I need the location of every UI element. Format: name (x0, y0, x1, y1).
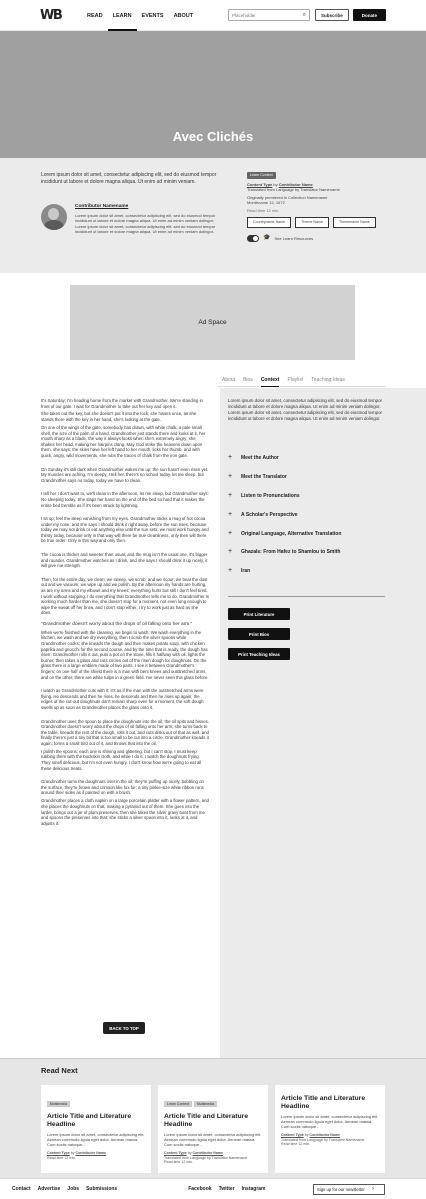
article-paragraph: I tell her I don't want to, we'll clean in the afternoon, let me sleep, but Grandmother says: No sleeping today. She slaps her hand on the end of the bed so hard that it makes the entire bed tremble as if it's been struck by lightning. (41, 491, 209, 508)
contributor-link[interactable]: Contributor Name (278, 182, 313, 187)
search-box (228, 9, 310, 21)
context-sidebar (220, 388, 426, 1058)
print-teaching-ideas-button[interactable]: Print Teaching Ideas (228, 648, 290, 660)
premiere-date: Monthname 12, 1672 (247, 200, 285, 205)
card-meta: Content Type by Contributor Name Read time 12 min. (47, 1151, 107, 1160)
print-bios-button[interactable]: Print Bios (228, 628, 290, 640)
read-next-card[interactable] (275, 1085, 385, 1173)
contributor-name-link[interactable]: Contributor Namename (75, 204, 129, 209)
card-title[interactable]: Article Title and Literature Headline (281, 1095, 366, 1110)
article-body (41, 398, 209, 829)
plus-icon: + (228, 530, 233, 537)
back-to-top-button[interactable]: BACK TO TOP (103, 1022, 145, 1034)
accordion-original-language[interactable]: + Original Language, Alternative Translation (228, 530, 342, 537)
graduation-cap-icon: 🎓 (263, 235, 271, 241)
card-meta: Content Type by Contributor Name Translated from Language by Translator Namename Read time 12 min. (281, 1133, 365, 1147)
footer-submissions-link[interactable]: Submissions (86, 1186, 118, 1192)
card-excerpt: Lorem ipsum dolor sit amet, consectetur adipiscing elit. Aenean commodo ligula eget dolor. Aenean massa. Cum sociis natoque... (47, 1132, 145, 1147)
article-paragraph: The cocoa is thicker and sweeter than usual, and the mug isn't the usual one, it's bigger and rounder. Grandmother watches as I drink, and she says I should drink it up nicely, it will give me strength. (41, 552, 208, 569)
footer-advertise-link[interactable]: Advertise (37, 1186, 61, 1192)
site-logo[interactable]: WB (40, 7, 62, 23)
by-label: by (273, 182, 278, 187)
nav-events[interactable]: EVENTS (141, 12, 164, 19)
print-literature-button[interactable]: Print Literature (228, 608, 290, 620)
sidebar-tabs (218, 374, 386, 387)
nav-read[interactable]: READ (87, 12, 103, 19)
article-paragraph: On one of the wings of the gate, somebody has drawn, with white chalk, a pale small shell, the size of the palm of a hand. Grandmother just stands there and looks at it, her mouth sharp as a blade, the way it always looks when she's extremely angry; she shakes her head, making her hairpins clang. May God strike the heavens down upon them, she says; the skies have her left hand to her mouth, licks her thumb, and with quick, angry, wild movements, she rubs the traces of chalk from the iron gate. (41, 424, 206, 458)
footer-twitter-link[interactable]: Twitter (218, 1186, 235, 1192)
plus-icon: + (228, 511, 233, 518)
content-type-link[interactable]: Content Type (247, 182, 273, 187)
context-text: Lorem ipsum dolor sit amet, consectetur adipiscing elit, sed do eiusmod tempor incididunt ut labore et dolore magna aliqua. Ut enim ad minim veniam dolingor. Lorem ipsum dolor sit amet, consectetur adipiscing elit, sed do eiusmod tempor incididunt ut labore et dolore magna aliqua. Ut enim ad minim veniam dolingor. (228, 398, 382, 421)
arrow-right-icon[interactable]: › (372, 1186, 374, 1192)
site-footer (0, 1178, 426, 1199)
card-excerpt: Lorem ipsum dolor sit amet, consectetur adipiscing elit. Aenean commodo ligula eget dolor. Aenean massa. Cum sociis natoque... (164, 1132, 262, 1147)
plus-icon: + (228, 473, 233, 480)
article-paragraph: Grandmother places a cloth napkin on a large porcelain platter with a flower pattern, and she places the doughnuts on that, making a pyramid out of them. She goes into the larder, brings out a jar of plum preserves, then she takes the silver gravy boat from me and spoons the preserves into that; she sticks a silver spoon into it, looks at it, and adjusts it. (41, 798, 209, 826)
originally-line: Originally premiered in Collection Namename (247, 195, 328, 200)
sidebar-divider (228, 596, 385, 597)
card-badge: Multimedia (194, 1101, 217, 1107)
tab-playlist[interactable]: Playlist (287, 377, 304, 383)
read-next-card[interactable] (41, 1085, 151, 1173)
hero-banner (0, 31, 426, 158)
article-paragraph: Grandmother uses the spoon to place the doughnuts into the oil; the oil spits and hisses. Grandmother doesn't worry about the drops of oil falling onto her arm; she turns back to the table, kneads the rest of the dough, rolls it out, and cuts disks out of that as well, and finally there's just a tiny bit that is too small to be cut into a circle. Grandmother kneads it again, forms a small bird out of it, and throws that into the oil. (41, 718, 209, 746)
accordion-meet-author[interactable]: + Meet the Author (228, 454, 279, 461)
ad-space (70, 285, 355, 360)
plus-icon: + (228, 492, 233, 499)
tag-row (247, 217, 387, 228)
card-excerpt: Lorem ipsum dolor sit amet, consectetur adipiscing elit. Aenean commodo ligula eget dolor. Aenean massa. Cum sociis natoque... (281, 1114, 379, 1129)
tab-bios[interactable]: Bios (243, 377, 253, 383)
newsletter-label: Sign up for our newsletter (317, 1186, 365, 1192)
donate-button[interactable]: Donate (353, 9, 386, 21)
tag-theme[interactable]: Theme Name (295, 217, 329, 228)
plus-icon: + (228, 454, 233, 461)
subscribe-button[interactable]: Subscribe (315, 9, 349, 21)
search-icon[interactable]: ⌕ (302, 11, 306, 18)
plus-icon: + (228, 548, 233, 555)
intro-text: Lorem ipsum dolor sit amet, consectetur adipiscing elit, sed do eiusmod tempor incididunt ut labore et dolore magna aliqua. Ut enim ad minim veniam. (41, 172, 217, 185)
read-next-card[interactable] (158, 1085, 268, 1173)
accordion-ghazals[interactable]: + Ghazals: From Hafez to Shamlou to Smith (228, 548, 341, 555)
tab-context[interactable]: Context (261, 374, 280, 387)
learn-resources-toggle[interactable] (247, 235, 259, 242)
toggle-label: See Learn Resources (274, 236, 314, 241)
tag-country[interactable]: Countryname Name (247, 217, 291, 228)
newsletter-signup-input[interactable] (313, 1184, 385, 1195)
read-time: Read time 12 min. (247, 208, 280, 213)
read-next-heading: Read Next (41, 1066, 78, 1075)
plus-icon: + (228, 567, 233, 574)
tab-teaching-ideas[interactable]: Teaching Ideas (311, 377, 345, 383)
translated-line: Translated from Language by Translator Namename (247, 187, 340, 192)
tab-about[interactable]: About (222, 377, 236, 383)
nav-about[interactable]: ABOUT (173, 12, 194, 19)
article-paragraph: Then, for the entire day, we clean, we sweep, we scrub, and we scour; we beat the dust out and we vacuum; we wipe up and we polish. By the afternoon my hands are hurting, as are my arms and my elbows and my knees; everything hurts but still I don't feel tired, I work without stopping, I do everything that Grandmother tells me to do. Grandmother is working much harder than me, she doesn't stop for a moment, not even long enough to wipe the sweat off her brow, and I don't stop either, I try to work just as hard as she does. (41, 576, 209, 616)
pull-quote: "Grandmother doesn't worry about the drops of oil falling onto her arm." (41, 622, 193, 627)
article-paragraph: On Sunday it's still dark when Grandmother wakes me up; the sun hasn't even risen yet. My muscles are aching, I'm sleepy, I tell her, there's no school today, let me sleep, but Grandmother says no today, today we have to clean. (41, 466, 209, 483)
article-paragraph: I watch as Grandmother cuts with it; it's as if the man with the outstretched arms were flying. He descends and then he rises, he descends and then he rises up again; the edges of the cut-out doughnuts don't remain sharp even for a moment, the soft dough swells up as soon as Grandmother places the glass onto it. (41, 688, 204, 711)
tag-themename[interactable]: Themename Name (333, 217, 376, 228)
article-details (247, 172, 387, 242)
article-paragraph: Grandmother turns the doughnuts over in the oil; they're puffing up nicely, bubbling on the surface, they're brown and crimson like fox fur; a tiny pinkie-size white ribbon runs around their sides as if painted on with a brush. (41, 779, 204, 796)
card-title[interactable]: Article Title and Literature Headline (164, 1113, 249, 1128)
top-nav (0, 0, 426, 31)
card-badge: Multimedia (47, 1101, 70, 1107)
learn-context-badge: Learn Context (247, 172, 276, 179)
accordion-scholar-perspective[interactable]: + A Scholar's Perspective (228, 511, 298, 518)
footer-jobs-link[interactable]: Jobs (67, 1186, 80, 1192)
main-menu (82, 0, 198, 31)
card-badge: Learn Context (164, 1101, 192, 1107)
contributor-bio: Lorem ipsum dolor sit amet, consectetur adipiscing elit, sed do eiusmod tempor incididunt ut labore et dolore magna aliqua. Ut enim ad minim veniam dolingor. Lorem ipsum dolor sit amet, consectetur adipiscing elit, sed do eiusmod tempor incididunt ut labore et dolore magna aliqua. Ut enim ad minim veniam dolingor. (75, 213, 216, 234)
footer-instagram-link[interactable]: Instagram (241, 1186, 266, 1192)
card-meta: Content Type by Contributor Name Translated from Language by Translator Namename Read time 12 min. (164, 1151, 248, 1165)
learn-resources-toggle-row (247, 235, 387, 242)
footer-facebook-link[interactable]: Facebook (188, 1186, 212, 1192)
article-paragraph: I polish the spoons; each one is shining and glittering, but I can't stop, I must keep rubbing them with the buckskin cloth, and while I do it, I watch the doughnuts frying. They smell delicious, but I'm not even hungry. I don't know how we're going to eat all these delicious treats. (41, 748, 202, 771)
card-title[interactable]: Article Title and Literature Headline (47, 1113, 132, 1128)
article-paragraph: It's Saturday; I'm heading home from the market with Grandmother. We're standing in front of our gate. I wait for Grandmother to take out her key and open it. (41, 398, 203, 409)
nav-learn[interactable]: LEARN (108, 0, 137, 31)
ad-label: Ad Space (198, 319, 227, 326)
contributor-avatar (41, 204, 67, 230)
accordion-iran[interactable]: + Iran (228, 567, 251, 574)
search-input[interactable] (232, 13, 296, 18)
accordion-meet-translator[interactable]: + Meet the Translator (228, 473, 287, 480)
article-paragraph: She takes out the key, but she doesn't put it into the lock; she hisses once, as she stands there with the key in her hand, she's looking at the gate. (41, 411, 197, 423)
article-paragraph: I sit up; feel the sleep vanishing from my eyes. Grandmother sticks a mug of hot cocoa under my nose, and she says I should drink it right away, before the sun rises, because today we may not drink or eat anything else until the sun sets; we must work hungry and thirsty today, because only in that way will there be true cleanliness, only then will there be true order. Only in this way and only then. (41, 516, 209, 544)
page-title: Avec Clichés (172, 129, 254, 144)
accordion-pronunciations[interactable]: + Listen to Pronunciations (228, 492, 300, 499)
article-paragraph: When we're finished with the cleaning, we begin to wash. We wash everything in the kitchen, we wash and we dry everything, then I scrub the silver spoons while Grandmother cooks; she kneads the dough and then makes potato soup, with chicken paprika and gnocchi for the second course, and by the time that is ready, the dough has risen. Grandmother rolls it out, puts a pot on the stove, fills it halfway with oil, lights the burner, then takes a glass and cuts circles out of the risen dough for doughnuts. On the glass there is a large emblem made of two parts. I see it between Grandmother's fingers; on one half of the shield there is a man with bent knees and outstretched arms, and on the other, there are white tulips in a green field. I've never seen this glass before. (41, 629, 209, 680)
footer-contact-link[interactable]: Contact (12, 1186, 31, 1192)
